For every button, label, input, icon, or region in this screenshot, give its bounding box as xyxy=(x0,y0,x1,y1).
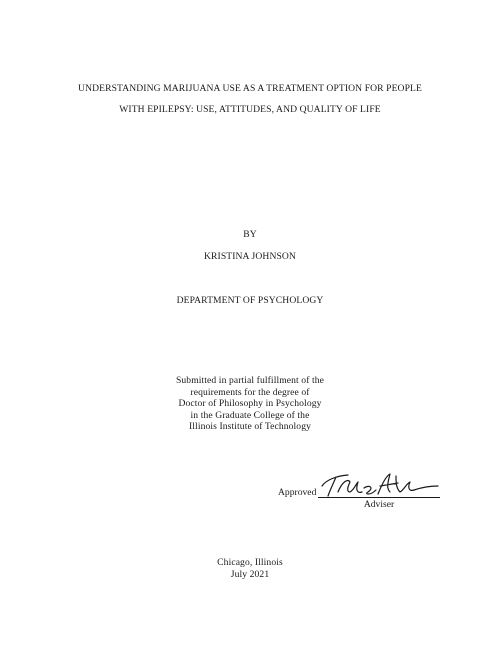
signature-line xyxy=(318,497,440,498)
submission-statement xyxy=(0,375,500,433)
author-name: KRISTINA JOHNSON xyxy=(204,251,296,262)
by-label: BY xyxy=(243,229,257,240)
approved-label: Approved xyxy=(278,487,317,498)
approval-block xyxy=(276,470,446,520)
submission-line: requirements for the degree of xyxy=(190,386,310,398)
department-name: DEPARTMENT OF PSYCHOLOGY xyxy=(176,295,324,306)
place: Chicago, Illinois xyxy=(217,557,283,568)
adviser-signature xyxy=(320,470,440,498)
submission-date: July 2021 xyxy=(230,569,270,580)
title-line-1: UNDERSTANDING MARIJUANA USE AS A TREATMENT OPTION FOR PEOPLE xyxy=(78,83,422,94)
submission-line: Submitted in partial fulfillment of the xyxy=(175,375,325,386)
submission-line: Illinois Institute of Technology xyxy=(189,421,311,433)
submission-line: in the Graduate College of the xyxy=(190,409,310,421)
submission-line: Doctor of Philosophy in Psychology xyxy=(178,398,322,410)
title-line-2: WITH EPILEPSY: USE, ATTITUDES, AND QUALITY OF LIFE xyxy=(119,104,381,115)
adviser-label: Adviser xyxy=(363,499,395,510)
